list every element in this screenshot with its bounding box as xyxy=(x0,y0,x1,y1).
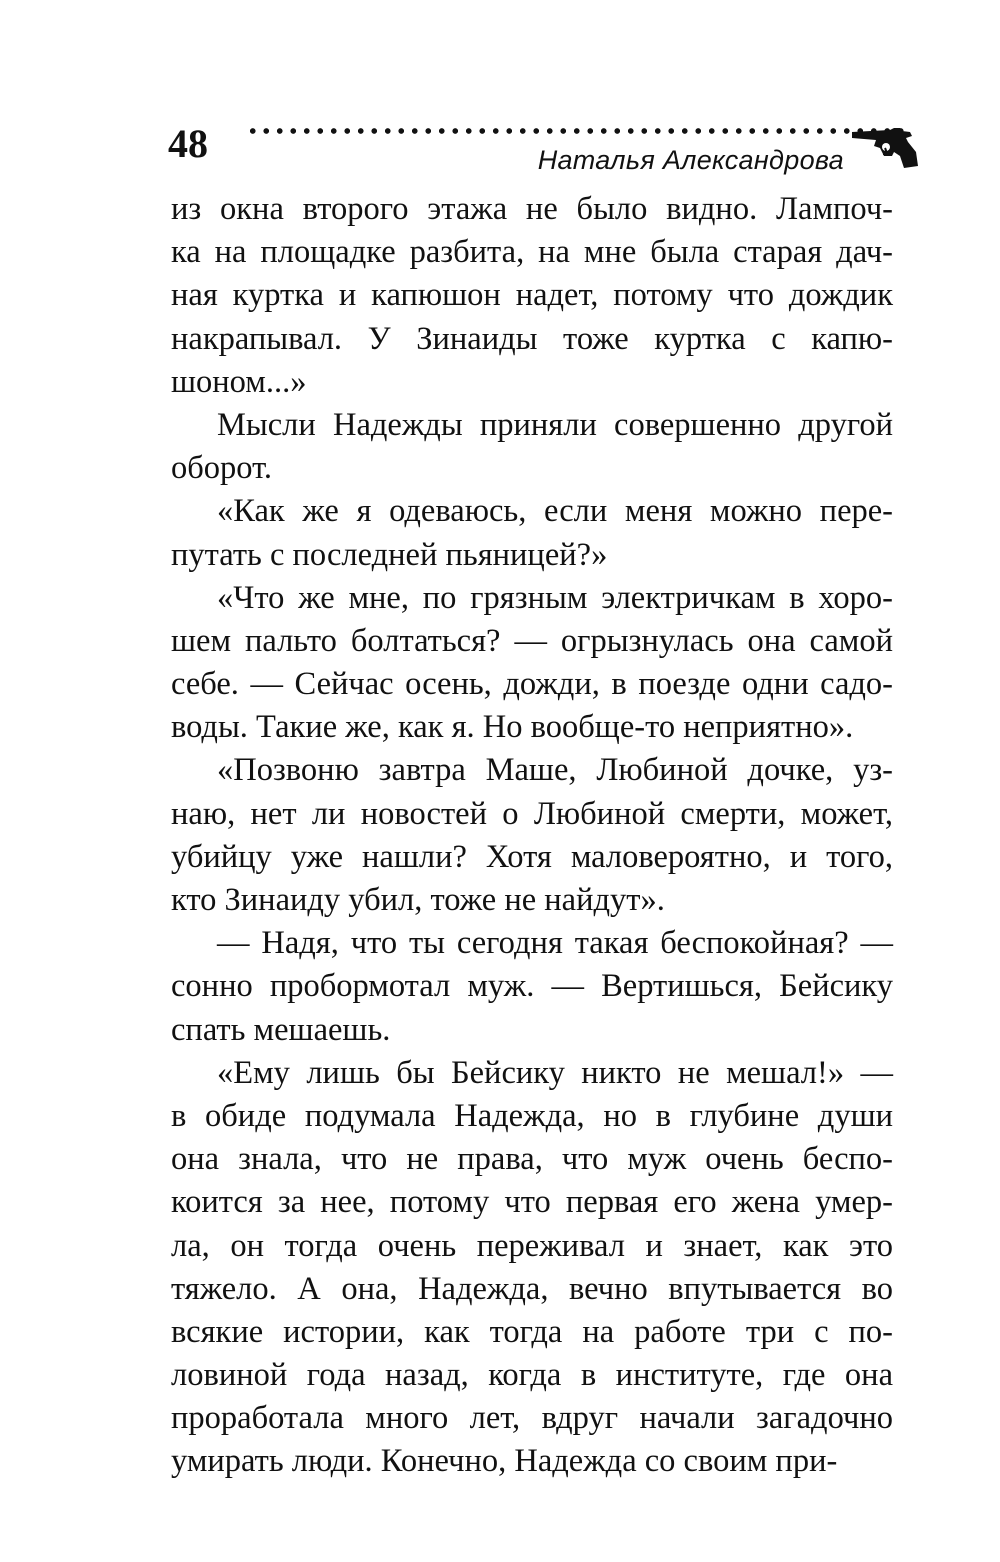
running-head-author: Наталья Александрова xyxy=(537,145,844,175)
text-line: шем пальто болтаться? — огрызнулась она самой xyxy=(171,622,893,659)
text-line: проработала много лет, вдруг начали загадочно xyxy=(171,1400,893,1437)
page-header xyxy=(168,118,928,182)
paragraph xyxy=(171,404,893,490)
page-number: 48 xyxy=(168,121,208,166)
text-line: ная куртка и капюшон надет, потому что дождик xyxy=(171,277,893,314)
text-line: — Надя, что ты сегодня такая беспокойная? — xyxy=(217,925,893,962)
text-line: ла, он тогда очень переживал и знает, как это xyxy=(171,1227,893,1264)
paragraph xyxy=(171,188,893,404)
text-line: она знала, что не права, что муж очень беспо- xyxy=(171,1141,893,1178)
text-line: путать с последней пьяницей?» xyxy=(171,536,608,573)
text-line: убийцу уже нашли? Хотя маловероятно, и того, xyxy=(171,838,893,875)
text-line: воды. Такие же, как я. Но вообще-то неприятно». xyxy=(171,709,854,746)
text-line: себе. — Сейчас осень, дожди, в поезде одни садо- xyxy=(171,666,893,703)
text-line: кто Зинаиду убил, тоже не найдут». xyxy=(171,882,665,918)
text-line: тяжело. А она, Надежда, вечно впутывается во xyxy=(171,1270,893,1307)
dotted-rule xyxy=(246,124,910,138)
paragraph xyxy=(171,749,893,922)
text-line: оборот. xyxy=(171,450,272,487)
body-text xyxy=(171,188,893,1484)
text-line: шоном...» xyxy=(171,363,307,400)
text-line: «Как же я одеваюсь, если меня можно пере- xyxy=(217,493,893,530)
paragraph xyxy=(171,922,893,1052)
paragraph xyxy=(171,490,893,576)
paragraph xyxy=(171,1052,893,1484)
text-line: наю, нет ли новостей о Любиной смерти, может, xyxy=(171,795,893,832)
text-line: Мысли Надежды приняли совершенно другой xyxy=(217,406,893,443)
text-line: в обиде подумала Надежда, но в глубине души xyxy=(171,1097,893,1134)
text-line: из окна второго этажа не было видно. Лампоч- xyxy=(171,191,893,227)
revolver-icon xyxy=(850,126,922,170)
text-line: накрапывал. У Зинаиды тоже куртка с капю- xyxy=(171,320,893,357)
text-line: «Что же мне, по грязным электричкам в хоро- xyxy=(217,579,893,616)
text-line: спать мешаешь. xyxy=(171,1011,391,1048)
text-line: ловиной года назад, когда в институте, где она xyxy=(171,1357,893,1394)
text-line: сонно пробормотал муж. — Вертишься, Бейсику xyxy=(171,968,893,1005)
text-line: умирать люди. Конечно, Надежда со своим при- xyxy=(171,1443,838,1480)
text-line: «Ему лишь бы Бейсику никто не мешал!» — xyxy=(217,1054,893,1091)
text-line: всякие истории, как тогда на работе три с по- xyxy=(171,1313,893,1350)
text-line: ка на площадке разбита, на мне была старая дач- xyxy=(171,234,893,271)
text-line: коится за нее, потому что первая его жена умер- xyxy=(171,1184,893,1221)
paragraph xyxy=(171,577,893,750)
text-line: «Позвоню завтра Маше, Любиной дочке, уз- xyxy=(217,752,893,789)
